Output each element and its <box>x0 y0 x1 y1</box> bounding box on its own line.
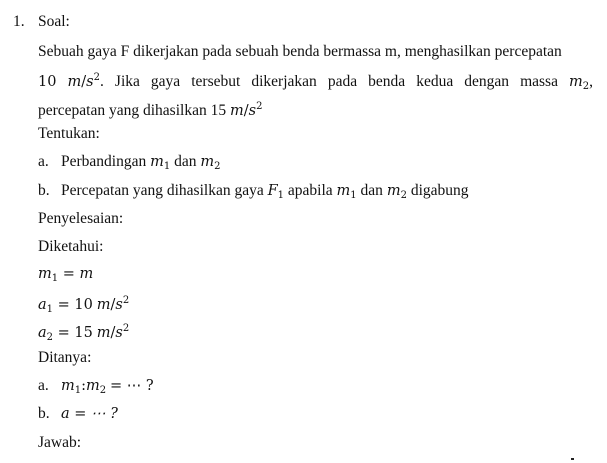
tentukan-heading: Tentukan: <box>38 125 100 142</box>
asked-a: a. $m_1:m_2$ = ⋯ ? <box>38 377 154 396</box>
given-m1: $m_1 = m$ <box>38 266 94 284</box>
question-title: Soal: <box>38 13 70 30</box>
ditanya-heading: Ditanya: <box>38 349 92 366</box>
intro-line-1: Sebuah gaya F dikerjakan pada sebuah benda bermassa m, menghasilkan percepatan <box>38 43 562 60</box>
asked-b: b. a = ⋯ ? <box>38 405 118 422</box>
given-a1: $a_1 = 10$ $m/s^2$ <box>38 295 130 315</box>
intro-line-3: percepatan yang dihasilkan 15 $m/s^2$ <box>38 101 263 119</box>
diketahui-heading: Diketahui: <box>38 238 104 255</box>
intro-line-2: 10 $m/s^2$. Jika gaya tersebut dikerjakan pada benda kedua dengan massa $m_2$, <box>38 72 594 92</box>
page-edge-mark <box>571 458 574 460</box>
given-a2: $a_2 = 15$ $m/s^2$ <box>38 323 130 343</box>
item-a: a. Perbandingan $m_1$ dan $m_2$ <box>38 153 221 172</box>
item-b: b. Percepatan yang dihasilkan gaya $F_1$ apabila $m_1$ dan $m_2$ digabung <box>38 182 469 201</box>
penyelesaian-heading: Penyelesaian: <box>38 210 124 227</box>
question-number: 1. <box>13 13 25 30</box>
jawab-heading: Jawab: <box>38 434 82 451</box>
